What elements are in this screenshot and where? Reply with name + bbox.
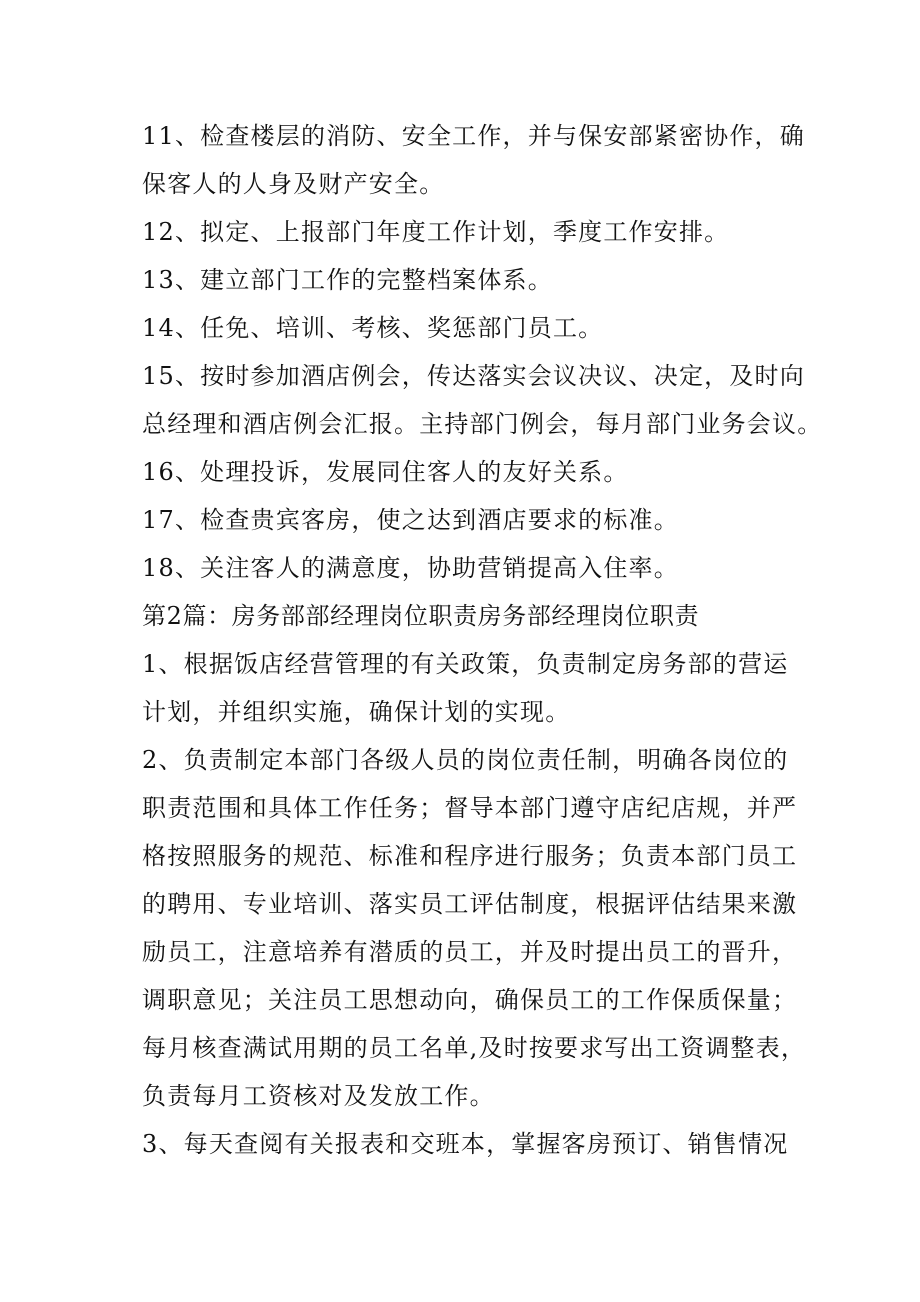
text-line: 12、拟定、上报部门年度工作计划，季度工作安排。: [142, 218, 730, 246]
text-line: 格按照服务的规范、标准和程序进行服务；负责本部门员工: [142, 842, 798, 870]
text-line: 14、任免、培训、考核、奖惩部门员工。: [142, 314, 604, 342]
text-line: 保客人的人身及财产安全。: [142, 170, 445, 198]
text-line: 18、关注客人的满意度，协助营销提高入住率。: [142, 554, 679, 582]
text-line: 2、负责制定本部门各级人员的岗位责任制，明确各岗位的: [142, 746, 789, 774]
text-line: 13、建立部门工作的完整档案体系。: [142, 266, 553, 294]
text-line: 总经理和酒店例会汇报。主持部门例会，每月部门业务会议。: [142, 410, 823, 438]
text-line: 16、处理投诉，发展同住客人的友好关系。: [142, 458, 629, 486]
text-line: 每月核查满试用期的员工名单,及时按要求写出工资调整表，: [142, 1034, 807, 1062]
text-line: 3、每天查阅有关报表和交班本，掌握客房预订、销售情况: [142, 1130, 789, 1158]
text-line: 调职意见；关注员工思想动向，确保员工的工作保质保量；: [142, 986, 798, 1014]
text-line: 11、检查楼层的消防、安全工作，并与保安部紧密协作，确: [142, 122, 805, 150]
text-line: 15、按时参加酒店例会，传达落实会议决议、决定，及时向: [142, 362, 805, 390]
section-heading: 第2篇：房务部部经理岗位职责房务部经理岗位职责: [142, 602, 700, 630]
text-line: 1、根据饭店经营管理的有关政策，负责制定房务部的营运: [142, 650, 789, 678]
text-line: 计划，并组织实施，确保计划的实现。: [142, 698, 571, 726]
text-line: 励员工，注意培养有潜质的员工，并及时提出员工的晋升，: [142, 938, 798, 966]
text-line: 的聘用、专业培训、落实员工评估制度，根据评估结果来激: [142, 890, 798, 918]
text-line: 负责每月工资核对及发放工作。: [142, 1082, 495, 1110]
text-line: 职责范围和具体工作任务；督导本部门遵守店纪店规，并严: [142, 794, 798, 822]
text-line: 17、检查贵宾客房，使之达到酒店要求的标准。: [142, 506, 679, 534]
